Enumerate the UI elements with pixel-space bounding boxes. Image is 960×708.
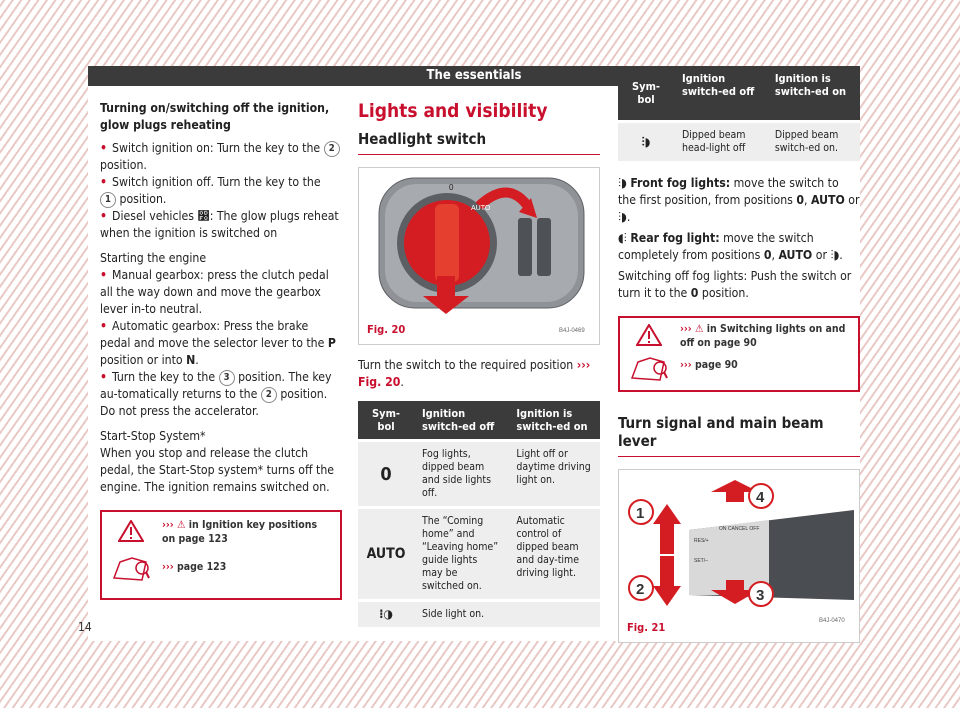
side-light-icon: ⁝◑ (358, 601, 414, 628)
cell-on: Dipped beam switch-ed on. (767, 122, 860, 162)
manual-page (78, 66, 860, 641)
intro-text: Turn the switch to the required position ››› Fig. 20. (358, 358, 591, 389)
manual-book-icon (112, 556, 150, 582)
headlight-switch-illustration (359, 168, 599, 344)
subheading-starting: Starting the engine (100, 251, 207, 265)
symbol-table-continued (618, 66, 860, 161)
col-header-on: Ignition is switch-ed on (767, 66, 860, 122)
dipped-beam-icon: ⫶◗ (830, 248, 840, 262)
ref-arrows: ››› (680, 359, 692, 371)
cell-off: Side light on. (414, 601, 508, 628)
figure-caption: Fig. 20 (367, 323, 406, 336)
rear-fog-text: ◖⫶ Rear fog light: move the switch completely from positions 0, AUTO or ⫶◗. (618, 231, 843, 262)
manual-book-icon (630, 356, 668, 382)
symbol-auto: AUTO (358, 508, 414, 601)
dipped-beam-icon: ⫶◗ (618, 122, 674, 162)
bullet-ignition-on (100, 140, 340, 174)
bullet-text: Automatic gearbox: Press the brake pedal and move the selector lever to the (100, 319, 325, 350)
section-heading-ignition: Turning on/switching off the ignition, glow plugs reheating (100, 101, 330, 132)
bullet-text: Switch ignition on: Turn the key to the (112, 141, 321, 155)
svg-text:AUTO: AUTO (471, 205, 491, 212)
column-right (618, 66, 860, 643)
column-left (100, 100, 340, 600)
paragraph-start-stop: When you stop and release the clutch pedal, the Start-Stop system* turns off the engine. The ignition remains switched on. (100, 446, 335, 494)
figure-code: B4J-0470 (819, 618, 845, 624)
warning-ref-text: in Switching lights on and off on page 90 (680, 323, 846, 349)
bullet-manual-gearbox: • Manual gearbox: press the clutch pedal all the way down and move the gearbox lever in-to neutral. (100, 267, 340, 318)
cell-off: The “Coming home” and “Leaving home” guide lights may be switched on. (414, 508, 508, 601)
symbol-zero-inline: 0 (690, 286, 699, 300)
col-header-symbol: Sym-bol (358, 401, 414, 441)
glow-plug-icon: ෰ (197, 209, 210, 223)
bullet-ignition-off (100, 174, 340, 208)
page-number: 14 (78, 620, 92, 634)
bullet-text: position. The key au-tomatically returns to the (100, 370, 332, 401)
symbol-zero-inline: 0 (763, 248, 772, 262)
subsection-title-lever: Turn signal and main beam lever (618, 414, 860, 457)
symbol-auto-inline: AUTO (778, 248, 813, 262)
bullet-turn-key (100, 369, 340, 420)
figure-headlight-switch (358, 167, 600, 345)
fog-off-text (618, 268, 860, 302)
ref-arrows: ››› (162, 561, 174, 573)
figure-caption: Fig. 21 (627, 621, 666, 634)
rear-fog-icon: ◖⫶ (618, 231, 627, 245)
page-ref[interactable] (680, 358, 738, 372)
dipped-beam-icon: ⫶◗ (618, 210, 627, 224)
warning-small-icon: ⚠ (694, 323, 704, 335)
warning-triangle-icon (118, 520, 144, 542)
callout-4: 4 (756, 489, 765, 506)
bullet-text: position or into (100, 353, 183, 367)
intro-body: Turn the switch to the required position (358, 358, 574, 372)
bullet-text: : The glow plugs reheat when the ignition is switched on (100, 209, 339, 240)
warning-ref-text: in Ignition key positions on page 123 (162, 519, 318, 545)
symbol-auto-inline: AUTO (810, 193, 845, 207)
bullet-text: position. Do not press the accelerator. (100, 387, 328, 418)
bullet-text: Switch ignition off. Turn the key to the (112, 175, 321, 189)
callout-1: 1 (636, 505, 645, 522)
position-badge: 2 (261, 387, 277, 403)
subheading-start-stop: Start-Stop System* (100, 429, 206, 443)
col-header-off: Ignition switch-ed off (674, 66, 767, 122)
page-ref-text: page 90 (694, 359, 738, 371)
front-fog-icon: ⫶◗ (618, 176, 627, 190)
figure-turn-signal-lever (618, 469, 860, 643)
table-row (618, 122, 860, 162)
or-text: or (848, 193, 860, 207)
position-badge: 2 (324, 141, 340, 157)
symbol-table (358, 401, 600, 627)
symbol-zero: 0 (358, 441, 414, 508)
warning-small-icon: ⚠ (176, 519, 186, 531)
front-fog-text: ⫶◗ Front fog lights: move the switch to the first position, from positions 0, AUTO or ⫶◗. (618, 176, 860, 224)
section-title: Lights and visibility (358, 100, 548, 122)
gear-n: N (186, 353, 196, 367)
fog-off-body: Switching off fog lights: Push the switch or turn it to the (618, 269, 852, 300)
position-badge: 3 (219, 370, 235, 386)
front-fog-label: Front fog lights: (630, 176, 731, 190)
page-header: The essentials (88, 66, 860, 86)
ref-arrows: ››› (680, 323, 692, 335)
lever-label: SET/– (694, 558, 708, 564)
ref-arrows: ››› (162, 519, 174, 531)
warning-box (100, 510, 342, 600)
warning-ref[interactable] (162, 518, 332, 546)
table-row (358, 508, 600, 601)
lever-label: RES/+ (694, 538, 709, 544)
warning-triangle-icon (636, 324, 662, 346)
rear-fog-label: Rear fog light: (630, 231, 720, 245)
bullet-diesel (100, 208, 340, 242)
cell-on: Light off or daytime driving light on. (508, 441, 600, 508)
col-header-on: Ignition is switch-ed on (508, 401, 600, 441)
lever-label: ON CANCEL OFF (719, 526, 760, 532)
cell-off: Dipped beam head-light off (674, 122, 767, 162)
subsection-title: Headlight switch (358, 130, 600, 155)
bullet-text: Turn the key to the (112, 370, 216, 384)
fog-off-body-end: position. (701, 286, 749, 300)
or-text: or (815, 248, 827, 262)
bullet-text: . (195, 353, 199, 367)
bullet-automatic-gearbox (100, 318, 340, 369)
col-header-symbol: Sym-bol (618, 66, 674, 122)
bullet-text: position. (119, 192, 167, 206)
bullet-text: position. (100, 158, 147, 172)
callout-2: 2 (636, 581, 645, 598)
warning-box (618, 316, 860, 392)
warning-ref[interactable] (680, 322, 850, 350)
symbol-zero-inline: 0 (796, 193, 805, 207)
table-row (358, 601, 600, 628)
cell-on: Automatic control of dipped beam and day-time driving light. (508, 508, 600, 601)
svg-text:0: 0 (449, 183, 454, 192)
turn-signal-lever-illustration (619, 470, 859, 642)
figure-ref-link[interactable]: ››› Fig. 20 (358, 358, 591, 389)
bullet-text: Diesel vehicles (112, 209, 195, 223)
page-ref[interactable] (162, 560, 226, 574)
gear-p: P (327, 336, 336, 350)
table-row (358, 441, 600, 508)
rear-fog-body: move the switch completely from positions (618, 231, 814, 262)
position-badge: 1 (100, 192, 116, 208)
column-middle (358, 100, 600, 627)
page-ref-text: page 123 (176, 561, 227, 573)
figure-code: B4J-0469 (559, 328, 585, 334)
callout-3: 3 (756, 587, 765, 604)
cell-off: Fog lights, dipped beam and side lights off. (414, 441, 508, 508)
front-fog-body: move the switch to the first position, from positions (618, 176, 839, 207)
cell-on (508, 601, 600, 628)
col-header-off: Ignition switch-ed off (414, 401, 508, 441)
